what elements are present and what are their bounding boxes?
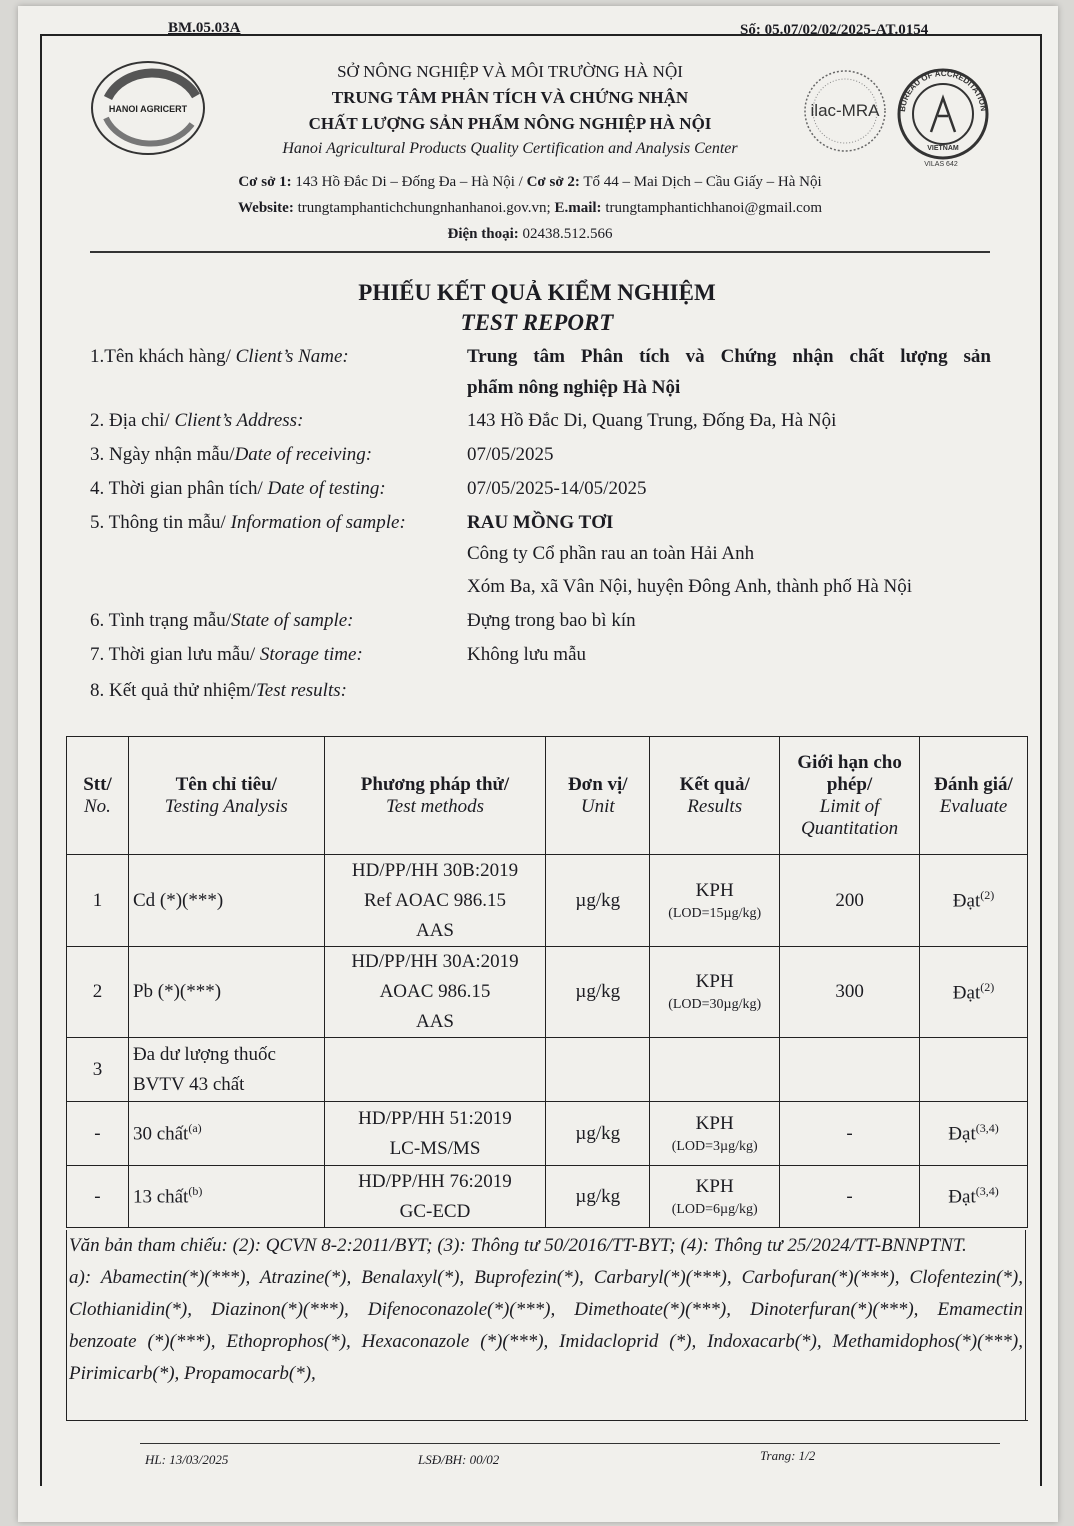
row-name: 30 chất$^{(a)}$ <box>128 1102 324 1166</box>
footer-divider <box>140 1443 1000 1444</box>
table-row <box>67 1166 1028 1228</box>
phone-line: Điện thoại: 02438.512.566 <box>447 226 613 242</box>
row-name: Pb (*)(***) <box>128 947 324 1038</box>
header-line3: CHẤT LƯỢNG SẢN PHẨM NÔNG NGHIỆP HÀ NỘI <box>308 114 712 133</box>
header-methods: Phương pháp thử/ Test methods <box>324 737 546 855</box>
header-unit: Đơn vị/ Unit <box>546 737 650 855</box>
row-eval: Đạt$^{(3,4)}$ <box>920 1102 1028 1166</box>
header-results: Kết quả/ Results <box>650 737 780 855</box>
ilac-text: ilac-MRA <box>810 101 880 120</box>
header-line4: Hanoi Agricultural Products Quality Certification and Analysis Center <box>282 140 738 157</box>
header-analysis: Tên chỉ tiêu/ Testing Analysis <box>128 737 324 855</box>
field-receiving-label: 3. Ngày nhận mẫu/Date of receiving: <box>90 444 373 465</box>
header-line1: SỞ NÔNG NGHIỆP VÀ MÔI TRƯỜNG HÀ NỘI <box>337 62 683 81</box>
header-evaluate: Đánh giá/ Evaluate <box>920 737 1028 855</box>
field-sample-label: 5. Thông tin mẫu/ Information of sample: <box>90 512 406 533</box>
row-no: 2 <box>67 947 129 1038</box>
row-method: HD/PP/HH 30A:2019 AOAC 986.15 AAS <box>324 947 546 1038</box>
field-client-name-value: Trung tâm Phân tích và Chứng nhận chất lượng sản <box>467 346 991 367</box>
header-no: Stt/ No. <box>67 737 129 855</box>
form-code: BM.05.03A <box>168 20 241 36</box>
row-limit: - <box>780 1102 920 1166</box>
bureau-accreditation-logo <box>893 66 993 170</box>
row-result: KPH (LOD=15µg/kg) <box>650 855 780 947</box>
vilas-code: VILAS 642 <box>924 161 958 168</box>
row-unit: µg/kg <box>546 947 650 1038</box>
table-bottom-rule <box>66 1420 1028 1421</box>
ilac-mra-logo <box>800 66 890 156</box>
field-state-label: 6. Tình trạng mẫu/State of sample: <box>90 610 354 631</box>
footer-lsd: LSĐ/BH: 00/02 <box>418 1452 500 1467</box>
field-address-value: 143 Hồ Đắc Di, Quang Trung, Đống Đa, Hà Nội <box>467 410 837 431</box>
field-testing-label: 4. Thời gian phân tích/ Date of testing: <box>90 478 386 499</box>
field-sample-address: Xóm Ba, xã Vân Nội, huyện Đông Anh, thành phố Hà Nội <box>467 576 913 597</box>
header-line2: TRUNG TÂM PHÂN TÍCH VÀ CHỨNG NHẬN <box>331 88 689 107</box>
row-no: 3 <box>67 1038 129 1102</box>
hanoi-agricert-logo <box>88 58 208 158</box>
header-limit: Giới hạn cho phép/ Limit of Quantitation <box>780 737 920 855</box>
table-row <box>67 1102 1028 1166</box>
notes-section <box>66 1230 1026 1420</box>
boa-vietnam: VIETNAM <box>927 145 959 152</box>
address-line: Cơ sở 1: 143 Hồ Đắc Di – Đống Đa – Hà Nội / Cơ sở 2: Tổ 44 – Mai Dịch – Cầu Giấy – Hà Nội <box>238 174 822 190</box>
row-name: Cd (*)(***) <box>128 855 324 947</box>
field-testing-value: 07/05/2025-14/05/2025 <box>467 478 647 499</box>
substance-list-a: a): Abamectin(*)(***), Atrazine(*), Benalaxyl(*), Buprofezin(*), Carbaryl(*)(***), Carbofuran(*)(***), Clofentezin(*), Clothianidin(*), Diazinon(*)(***), Difenoconazole(*)(***), Dimethoate(*)(***), Dinoterfuran(*)(***), Emamectin benzoate (*)(***), Ethoprophos(*), Hexaconazole (*)(***), Imidacloprid (*), Indoxacarb(*), Methamidophos(*)(***), Pirimicarb(*), Propamocarb(*), <box>69 1267 1023 1384</box>
footer-hl: HL: 13/03/2025 <box>145 1452 229 1467</box>
results-table <box>66 736 1028 1228</box>
field-storage-label: 7. Thời gian lưu mẫu/ Storage time: <box>90 644 363 665</box>
row-unit: µg/kg <box>546 1166 650 1228</box>
row-eval: Đạt$^{(3,4)}$ <box>920 1166 1028 1228</box>
row-method: HD/PP/HH 51:2019 LC-MS/MS <box>324 1102 546 1166</box>
row-result: KPH (LOD=6µg/kg) <box>650 1166 780 1228</box>
field-results-label: 8. Kết quả thử nhiệm/Test results: <box>90 680 347 701</box>
reference-note: Văn bản tham chiếu: (2): QCVN 8-2:2011/BYT; (3): Thông tư 50/2016/TT-BYT; (4): Thông tư 25/2024/TT-BNNPTNT. <box>69 1235 967 1256</box>
row-name: Đa dư lượng thuốc BVTV 43 chất <box>128 1038 324 1102</box>
header-divider <box>90 251 990 253</box>
row-eval: Đạt$^{(2)}$ <box>920 855 1028 947</box>
row-result: KPH (LOD=30µg/kg) <box>650 947 780 1038</box>
website-line: Website: trungtamphantichchungnhanhanoi.gov.vn; E.mail: trungtamphantichhanoi@gmail.com <box>238 200 822 216</box>
boa-text: BUREAU OF ACCREDITATION <box>897 68 988 113</box>
field-state-value: Đựng trong bao bì kín <box>467 610 636 631</box>
row-no: - <box>67 1166 129 1228</box>
row-name: 13 chất$^{(b)}$ <box>128 1166 324 1228</box>
field-address-label: 2. Địa chỉ/ Client’s Address: <box>90 410 304 431</box>
report-number: Số: 05.07/02/02/2025-AT.0154 <box>740 22 929 38</box>
report-title: PHIẾU KẾT QUẢ KIỂM NGHIỆM <box>358 280 716 305</box>
field-client-name-value2: phẩm nông nghiệp Hà Nội <box>467 377 681 398</box>
row-no: - <box>67 1102 129 1166</box>
field-sample-company: Công ty Cổ phần rau an toàn Hải Anh <box>467 543 755 564</box>
footer-page: Trang: 1/2 <box>760 1448 816 1463</box>
row-unit: µg/kg <box>546 855 650 947</box>
row-method: HD/PP/HH 30B:2019 Ref AOAC 986.15 AAS <box>324 855 546 947</box>
report-title-en: TEST REPORT <box>460 310 614 335</box>
table-row <box>67 855 1028 947</box>
table-row <box>67 947 1028 1038</box>
field-storage-value: Không lưu mẫu <box>467 644 587 665</box>
field-receiving-value: 07/05/2025 <box>467 444 554 465</box>
row-eval: Đạt$^{(2)}$ <box>920 947 1028 1038</box>
svg-text:BUREAU OF ACCREDITATION <box>898 69 988 112</box>
row-method: HD/PP/HH 76:2019 GC-ECD <box>324 1166 546 1228</box>
table-header-row <box>67 737 1028 855</box>
field-sample-value: RAU MỒNG TƠI <box>467 512 614 533</box>
row-limit: 200 <box>780 855 920 947</box>
row-limit: - <box>780 1166 920 1228</box>
row-unit: µg/kg <box>546 1102 650 1166</box>
table-row <box>67 1038 1028 1102</box>
logo-text: HANOI AGRICERT <box>108 104 188 114</box>
row-limit: 300 <box>780 947 920 1038</box>
field-client-name-label: 1.Tên khách hàng/ Client’s Name: <box>90 346 349 367</box>
row-no: 1 <box>67 855 129 947</box>
row-result: KPH (LOD=3µg/kg) <box>650 1102 780 1166</box>
